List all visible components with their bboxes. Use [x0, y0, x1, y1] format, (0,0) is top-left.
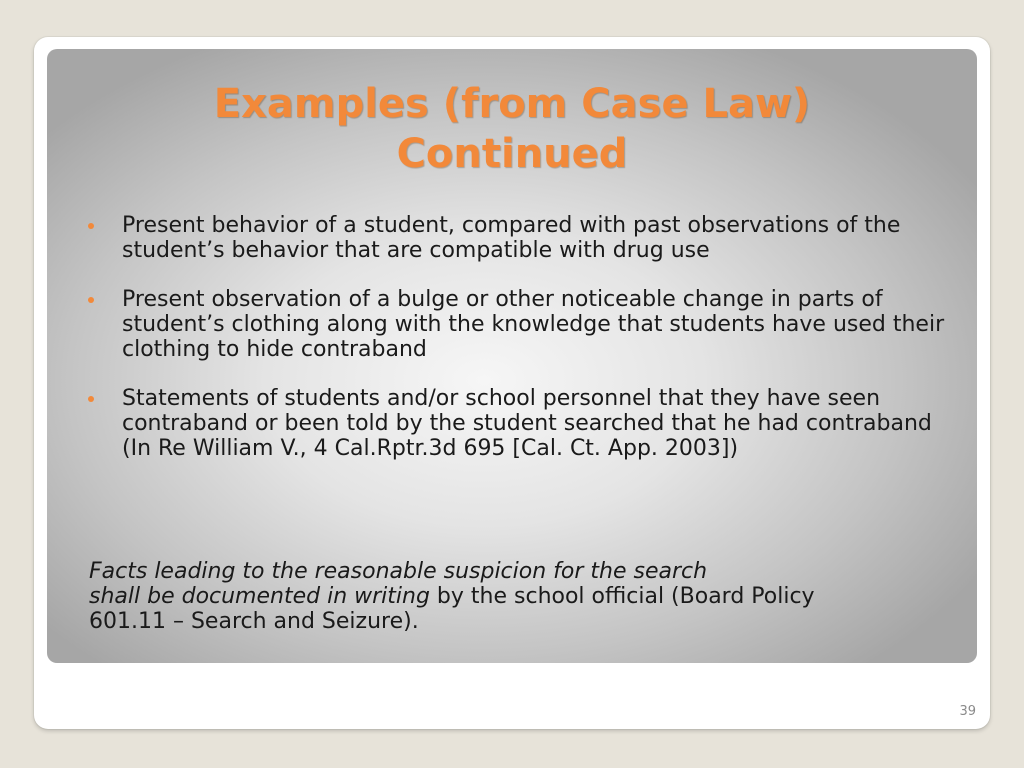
slide-title — [47, 79, 977, 179]
note-italic-line-2: shall be documented in writing — [89, 584, 430, 609]
note-italic-line-1: Facts leading to the reasonable suspicion for the search — [89, 559, 708, 584]
note-text: by the school official (Board Policy 601.11 – Search and Seizure). — [89, 584, 815, 634]
bullet-text: Present behavior of a student, compared with past observations of the student’s behavior that are compatible with drug use — [122, 213, 901, 263]
bullet-dot-icon — [88, 297, 94, 303]
slide-frame — [34, 37, 990, 729]
title-line-2: Continued — [396, 131, 628, 177]
bullet-list — [47, 213, 947, 485]
page-number: 39 — [959, 704, 976, 719]
bullet-dot-icon — [88, 223, 94, 229]
bullet-item — [47, 386, 947, 461]
content-panel — [47, 49, 977, 663]
title-line-1: Examples (from Case Law) — [213, 81, 811, 127]
bullet-text: Present observation of a bulge or other noticeable change in parts of student’s clothing along with the knowledge that students have used their clothing to hide contraband — [122, 287, 945, 362]
bullet-item — [47, 213, 947, 263]
bullet-item — [47, 287, 947, 362]
bullet-text: Statements of students and/or school personnel that they have seen contraband or been told by the student searched that he had contraband (In Re William V., 4 Cal.Rptr.3d 695 [Cal. Ct. App. 2003]) — [122, 386, 932, 461]
bullet-dot-icon — [88, 396, 94, 402]
policy-note — [89, 559, 889, 634]
